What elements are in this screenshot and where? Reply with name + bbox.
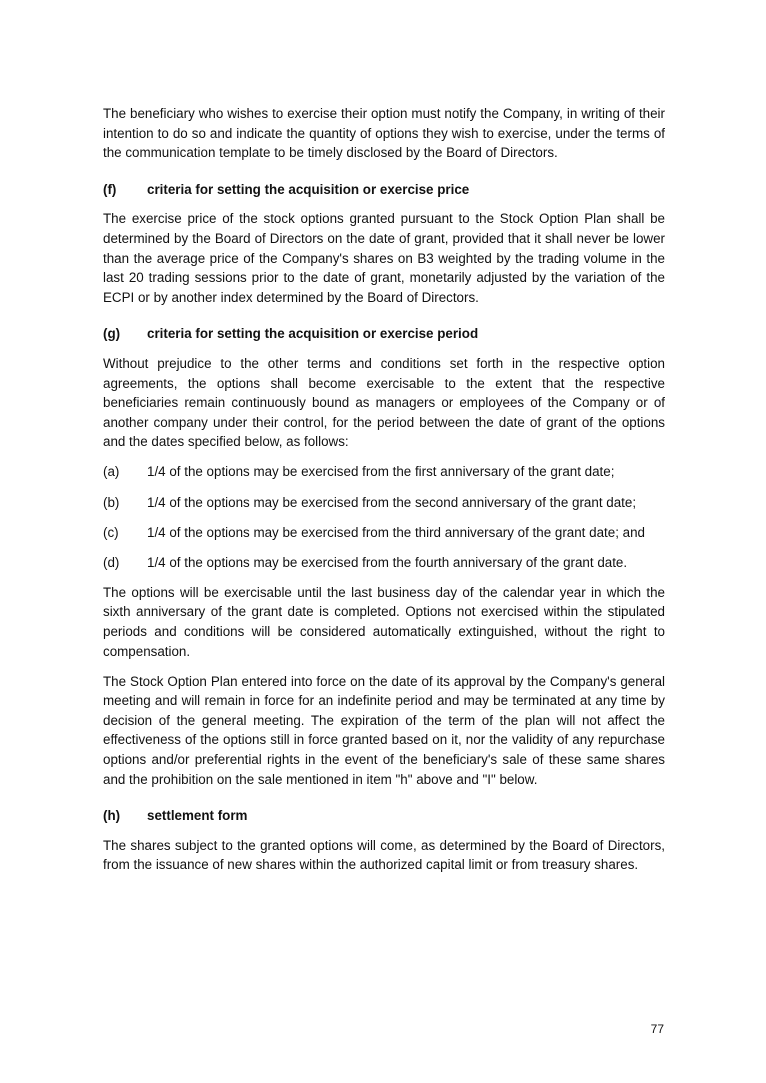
section-f-heading: [103, 180, 665, 200]
section-f-label: (f): [103, 181, 117, 197]
section-g-paragraph: Without prejudice to the other terms and conditions set forth in the respective option agreements, the options shall become exercisable to the extent that the respective beneficiaries remain continuously bound as managers or employees of the Company or of another company under their control, for the period between the date of grant of the options and the dates specified below, as follows:: [103, 355, 665, 450]
list-item-d-label: (d): [103, 554, 120, 570]
page-number: 77: [650, 1022, 664, 1036]
list-item-a-label: (a): [103, 464, 120, 480]
list-item-d-text: 1/4 of the options may be exercised from the fourth anniversary of the grant date.: [147, 554, 628, 570]
list-item-d: [103, 553, 665, 573]
section-h-title: settlement form: [147, 808, 248, 824]
section-f-paragraph: The exercise price of the stock options granted pursuant to the Stock Option Plan shall be determined by the Board of Directors on the date of grant, provided that it shall never be lower than the average price of the Company's shares on B3 weighted by the trading volume in the last 20 trading sessions prior to the date of grant, monetarily adjusted by the variation of the ECPI or by another index determined by the Board of Directors.: [103, 211, 665, 305]
section-g-title: criteria for setting the acquisition or exercise period: [147, 326, 479, 342]
list-item-b-text: 1/4 of the options may be exercised from the second anniversary of the grant date;: [147, 494, 637, 510]
section-g-paragraph-3: The Stock Option Plan entered into force on the date of its approval by the Company's general meeting and will remain in force for an indefinite period and may be terminated at any time by decision of the general meeting. The expiration of the term of the plan will not affect the effectiveness of the options still in force granted based on it, nor the validity of any repurchase options and/or preferential rights in the event of the beneficiary's sale of these same shares and the prohibition on the sale mentioned in item "h" above and "I" below.: [103, 673, 665, 787]
list-item-b-label: (b): [103, 494, 120, 510]
section-g-heading: [103, 324, 665, 344]
section-g-label: (g): [103, 326, 121, 342]
section-h-heading: [103, 806, 665, 826]
section-h-paragraph: The shares subject to the granted options will come, as determined by the Board of Directors, from the issuance of new shares within the authorized capital limit or from treasury shares.: [103, 837, 665, 873]
list-item-b: [103, 493, 665, 513]
section-f-title: criteria for setting the acquisition or exercise price: [147, 181, 470, 197]
page-content: [103, 104, 665, 886]
list-item-c-label: (c): [103, 524, 119, 540]
list-item-c: [103, 523, 665, 543]
section-g-paragraph-2: The options will be exercisable until the last business day of the calendar year in which the sixth anniversary of the grant date is completed. Options not exercised within the stipulated periods and conditions will be considered automatically extinguished, without the right to compensation.: [103, 584, 665, 659]
section-h-label: (h): [103, 808, 121, 824]
intro-paragraph: The beneficiary who wishes to exercise their option must notify the Company, in writing of their intention to do so and indicate the quantity of options they wish to exercise, under the terms of the communication template to be timely disclosed by the Board of Directors.: [103, 106, 665, 161]
list-item-c-text: 1/4 of the options may be exercised from the third anniversary of the grant date; and: [147, 524, 645, 540]
list-item-a: [103, 462, 665, 482]
list-item-a-text: 1/4 of the options may be exercised from the first anniversary of the grant date;: [147, 464, 615, 480]
